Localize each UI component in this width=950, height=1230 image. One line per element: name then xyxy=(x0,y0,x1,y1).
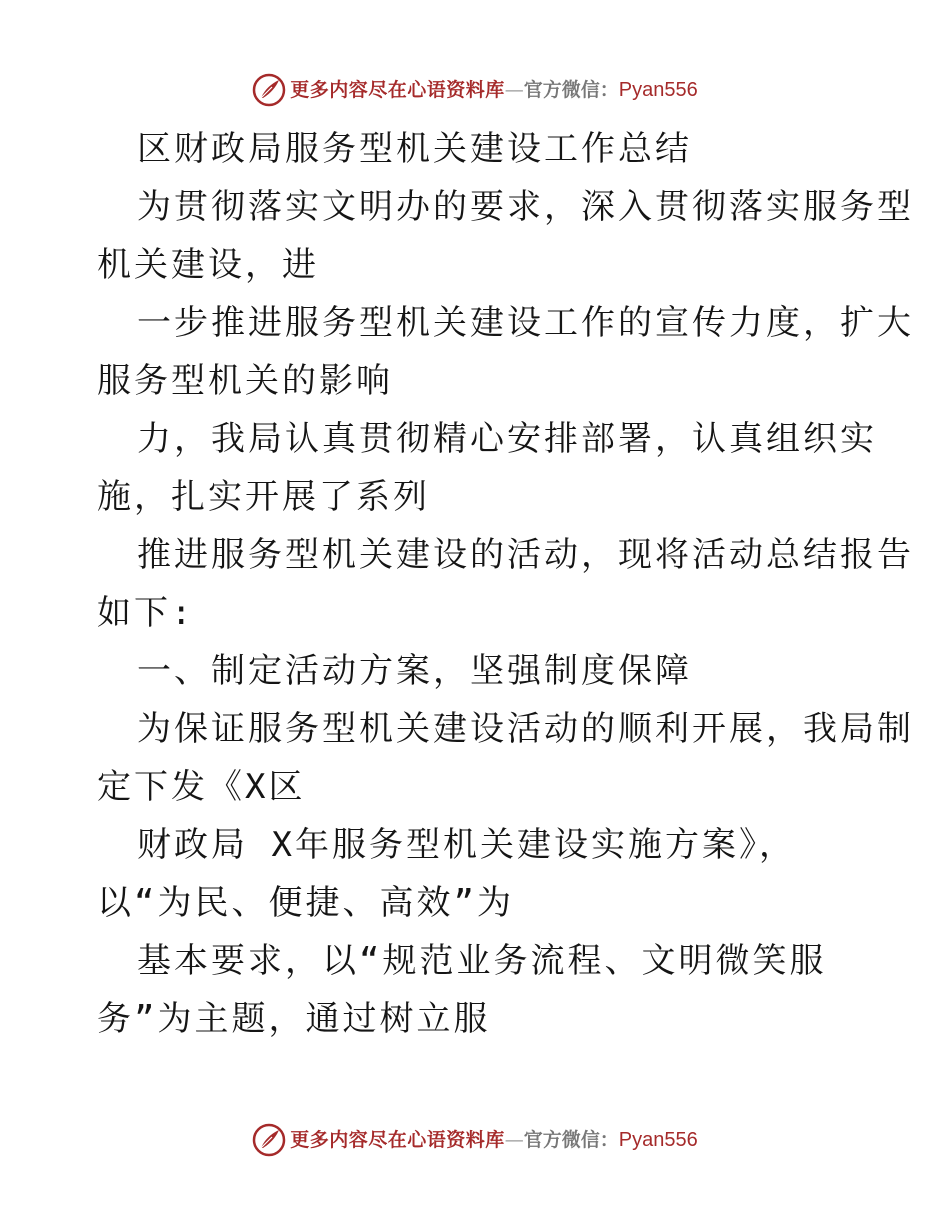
paragraph-line: 一、制定活动方案，坚强制度保障 xyxy=(137,651,692,691)
banner-main-text: 更多内容尽在心语资料库 xyxy=(290,1129,505,1151)
paragraph-line: 定下发《X区 xyxy=(97,767,306,807)
paragraph-line: 区财政局服务型机关建设工作总结 xyxy=(137,129,692,169)
banner-wechat-id: Pyan556 xyxy=(618,1129,698,1151)
banner-main-text: 更多内容尽在心语资料库 xyxy=(290,79,505,101)
paragraph-line: 机关建设，进 xyxy=(97,245,319,285)
feather-quill-logo-icon xyxy=(252,1123,286,1157)
paragraph-line: 力，我局认真贯彻精心安排部署，认真组织实 xyxy=(137,419,877,459)
paragraph-line: 务”为主题，通过树立服 xyxy=(97,999,491,1039)
paragraph-line: 如下: xyxy=(97,593,195,633)
header-banner xyxy=(0,70,950,110)
paragraph-line: 推进服务型机关建设的活动，现将活动总结报告 xyxy=(137,535,914,575)
paragraph-line: 施，扎实开展了系列 xyxy=(97,477,430,517)
paragraph-line: 服务型机关的影响 xyxy=(97,361,393,401)
paragraph-line: 为保证服务型机关建设活动的顺利开展，我局制 xyxy=(137,709,914,749)
paragraph-line: 以“为民、便捷、高效”为 xyxy=(97,883,514,923)
feather-quill-logo-icon xyxy=(252,73,286,107)
banner-wechat-label: 官方微信： xyxy=(523,79,619,101)
paragraph-line: 为贯彻落实文明办的要求，深入贯彻落实服务型 xyxy=(137,187,914,227)
paragraph-line: 一步推进服务型机关建设工作的宣传力度，扩大 xyxy=(137,303,914,343)
banner-wechat-id: Pyan556 xyxy=(618,79,698,101)
document-body xyxy=(97,120,914,1048)
paragraph-line: 财政局 X年服务型机关建设实施方案》， xyxy=(137,825,796,865)
banner-wechat-label: 官方微信： xyxy=(523,1129,619,1151)
paragraph-line: 基本要求，以“规范业务流程、文明微笑服 xyxy=(137,941,827,981)
banner-separator: — xyxy=(504,1129,524,1151)
banner-separator: — xyxy=(504,79,524,101)
footer-banner xyxy=(0,1120,950,1160)
